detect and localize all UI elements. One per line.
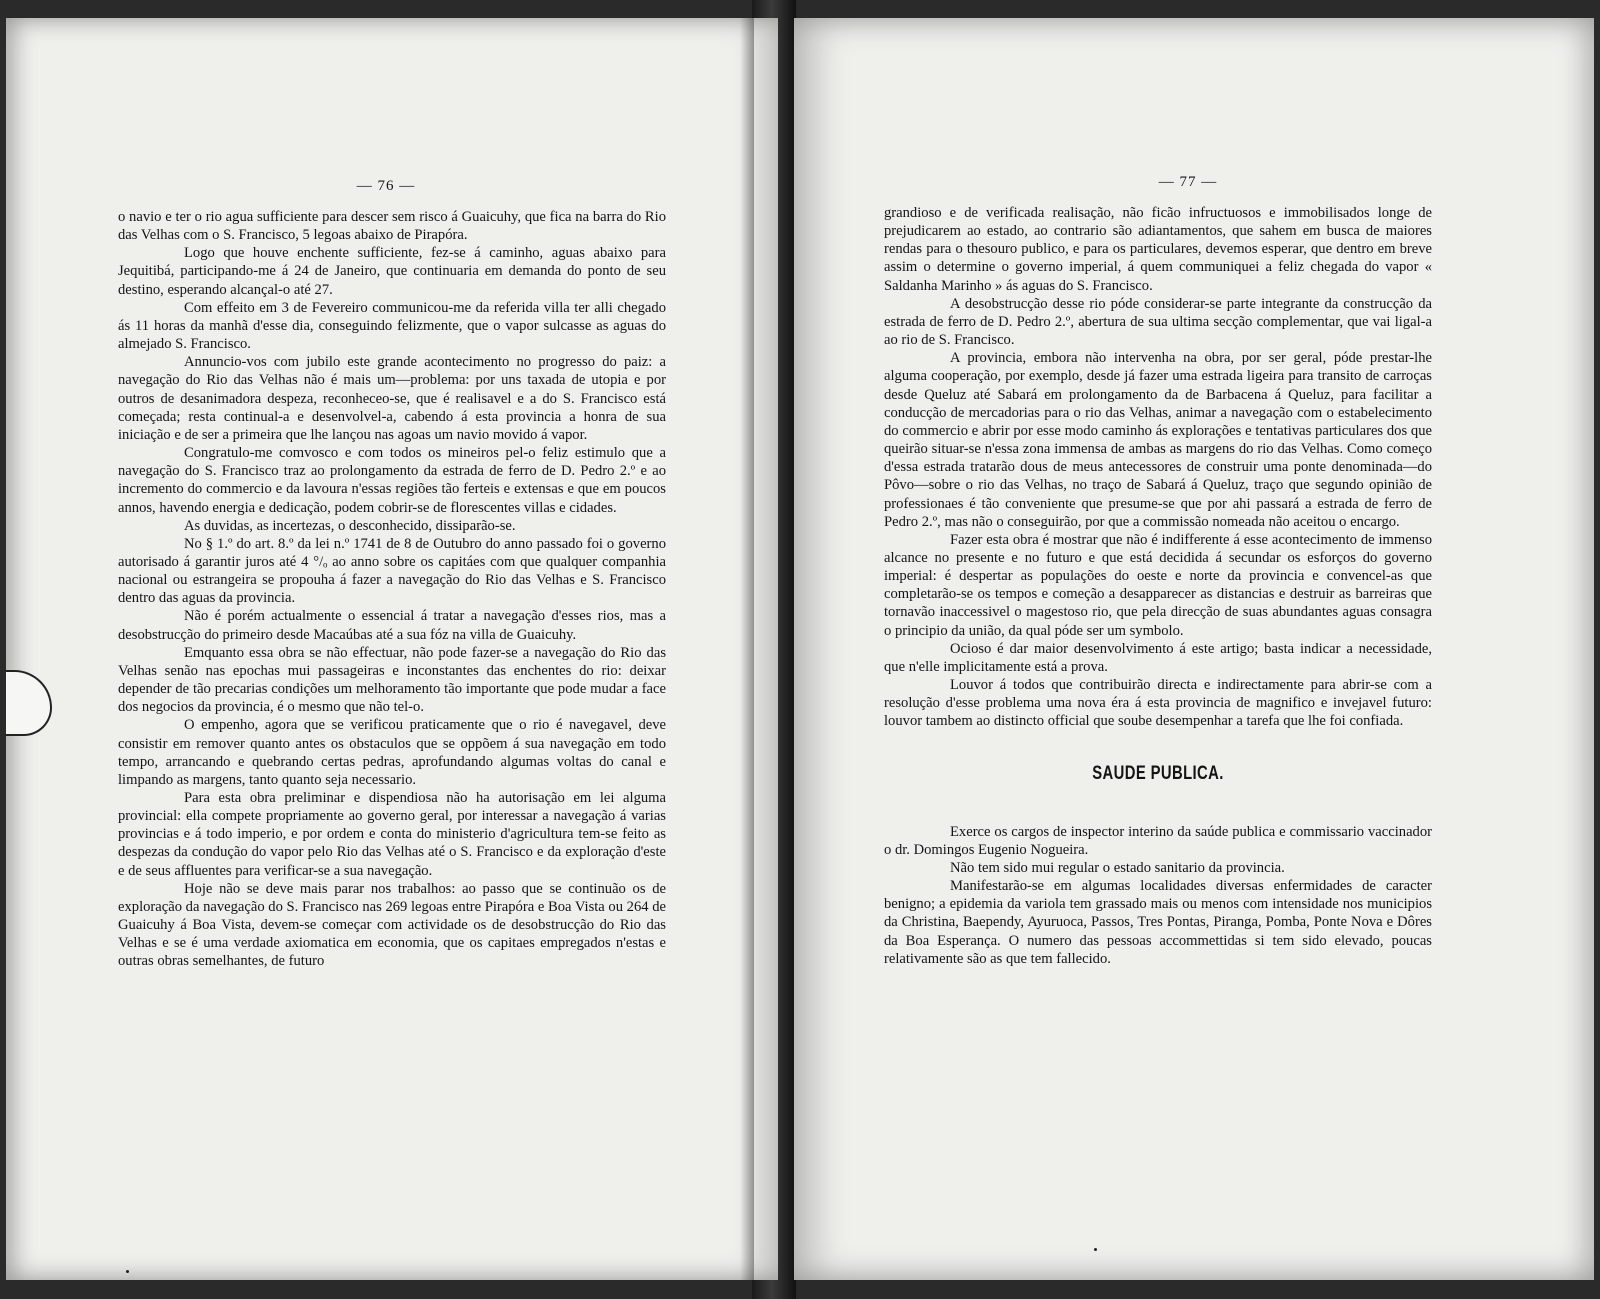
paragraph: Hoje não se deve mais parar nos trabalhos: ao passo que se continuão os de exploração da navegação do S. Francisco nas 269 legoas entre Pirapóra e Boa Vista ou 264 de Guaicuhy á Boa Vista, devem-se começar com actividade os de desobstrucção do Rio das Velhas e se é uma verdade axiomatica em economia, que os capitaes empregados n'estas e outras obras semelhantes, de futuro <box>118 880 666 970</box>
gutter-shadow <box>740 18 754 1280</box>
page-number <box>6 178 778 195</box>
paragraph: As duvidas, as incertezas, o desconhecido, dissiparão-se. <box>184 517 516 534</box>
left-page <box>6 18 778 1280</box>
print-speck <box>1094 1248 1097 1251</box>
right-page-body <box>884 204 1432 968</box>
paragraph: A desobstrucção desse rio póde considerar-se parte integrante da construcção da estrada de ferro de D. Pedro 2.º, abertura de sua ultima secção complementar, que vai ligal-a ao rio de S. Francisco. <box>884 295 1432 349</box>
right-page <box>794 18 1594 1280</box>
paragraph: Ocioso é dar maior desenvolvimento á este artigo; basta indicar a necessidade, que n'elle implicitamente está a prova. <box>884 640 1432 675</box>
print-speck <box>126 1270 129 1273</box>
paragraph: Annuncio-vos com jubilo este grande acontecimento no progresso do paiz: a navegação do Rio das Velhas não é mais um—problema: por uns taxada de utopia e por outros de desanimadora despeza, reconheceo-se, que é realisavel e a do S. Francisco está começada; resta continual-a e desenvolvel-a, cabendo á esta provincia a honra de sua iniciação e de ser a primeira que lhe lançou nas agoas um navio movido á vapor. <box>118 354 666 443</box>
paragraph: Louvor á todos que contribuirão directa e indirectamente para abrir-se com a resolução d'esse problema uma nova éra á esta provincia de magnifico e invejavel futuro: louvor tambem ao distincto official que soube desempenhar a tarefa que lhe foi confiada. <box>884 677 1432 730</box>
paragraph: Congratulo-me comvosco e com todos os mineiros pel-o feliz estimulo que a navegação do S. Francisco traz ao prolongamento da estrada de ferro de D. Pedro 2.º e ao incremento do commercio e da lavoura n'essas regiões tão ferteis e extensas e que em poucos annos, havendo energia e dedicação, podem cobrir-se de florescentes villas e cidades. <box>118 445 666 516</box>
page-clip-mark <box>6 670 52 736</box>
paragraph: Não é porém actualmente o essencial á tratar a navegação d'esses rios, mas a desobstrucção do primeiro desde Macaúbas até a sua fóz na villa de Guaicuhy. <box>118 608 666 643</box>
paragraph: Exerce os cargos de inspector interino da saúde publica e commissario vaccinador o dr. Domingos Eugenio Nogueira. <box>884 823 1432 858</box>
left-page-body <box>118 208 666 971</box>
paragraph: Não tem sido mui regular o estado sanitario da provincia. <box>950 860 1285 876</box>
paragraph: O empenho, agora que se verificou praticamente que o rio é navegavel, deve consistir em remover quanto antes os obstaculos que se oppõem á sua navegação em todo tempo, arrancando e quebrando certas pedras, aprofundando algumas voltas do canal e limpando as margens, tanto quanto seja necessario. <box>118 717 666 788</box>
paragraph: A provincia, embora não intervenha na obra, por ser geral, póde prestar-lhe alguma cooperação, por exemplo, desde já fazer uma estrada ligeira para transito de carroças desde Queluz até Sabará em prolongamento da de Barbacena á Queluz, para facilitar a conducção de mercadorias para o rio das Velhas, animar a navegação com o estabelecimento do commercio e abrir por esse modo caminho ás explorações e tentativas particulares dos que queirão situar-se n'essa zona immensa de ambas as margens do rio das Velhas. Como começo d'essa estrada tratarão dous de meus antecessores de construir uma ponte denominada—do Pôvo—sobre o rio das Velhas, no traço de Sabará á Queluz, traço que segundo opinião de professionaes é tão conveniente que presume-se que por ahi passará a estrada de ferro de Pedro 2.º, mas não o conseguirão, por que a commissão nomeada não aceitou o encargo. <box>884 350 1432 530</box>
paragraph: Com effeito em 3 de Fevereiro communicou-me da referida villa ter alli chegado ás 11 horas da manhã d'esse dia, conseguindo felizmente, que o vapor sulcasse as aguas do almejado S. Francisco. <box>118 299 666 353</box>
page-number-text: — 76 — <box>356 178 416 194</box>
paragraph: grandioso e de verificada realisação, não ficão infructuosos e immobilisados longe de prejudicarem ao estado, ao contrario são adiantamentos, que sahem em busca de maiores rendas para o thesouro publico, e para os particulares, devemos esperar, que dentro em breve assim o determine o governo imperial, á quem communiquei a feliz chegada do vapor « Saldanha Marinho » ás aguas do S. Francisco. <box>884 205 1432 294</box>
paragraph: Para esta obra preliminar e dispendiosa não ha autorisação em lei alguma provincial: ella compete propriamente ao governo geral, por interessar a navegação á varias provincias e á todo imperio, e por ordem e conta do ministerio d'agricultura tem-se feito as despezas da condução do vapor pelo Rio das Velhas até o S. Francisco e da exploração d'este e de seus affluentes para verificar-se a sua navegação. <box>118 790 666 879</box>
page-number-text: — 77 — <box>1158 174 1218 190</box>
paragraph: No § 1.º do art. 8.º da lei n.º 1741 de 8 de Outubro do anno passado foi o governo autorisado á garantir juros até 4 °/ₒ ao anno sobre os capitáes com que qualquer companhia nacional ou estrangeira se propouha á fazer a navegação do Rio das Velhas e S. Francisco dentro das aguas da provincia. <box>118 535 666 607</box>
page-number <box>794 174 1594 191</box>
paragraph: Logo que houve enchente sufficiente, fez-se á caminho, aguas abaixo para Jequitibá, participando-me á 24 de Janeiro, que continuaria em demanda do ponto de seu destino, esperando alcançal-o até 27. <box>118 245 666 298</box>
paragraph: Fazer esta obra é mostrar que não é indifferente á esse acontecimento de immenso alcance no presente e no futuro e que está decidida á secundar os esforços do governo imperial: é despertar as populações do oeste e norte da provincia e convencel-as que completarão-se os tempos e começão a desapparecer as distancias e destruir as barreiras que tornavão inaccessivel o magestoso rio, que pela direcção de suas abundantes aguas consagra o principio da união, da qual póde ser um symbolo. <box>884 531 1432 639</box>
paragraph: Manifestarão-se em algumas localidades diversas enfermidades de caracter benigno; a epidemia da variola tem grassado mais ou menos com intensidade nos municipios da Christina, Baependy, Ayuruoca, Passos, Tres Pontas, Piranga, Pomba, Ponte Nova e Dôres da Boa Esperança. O numero das pessoas accommettidas si tem sido elevado, poucas relativamente são as que tem fallecido. <box>884 878 1432 967</box>
paragraph: o navio e ter o rio agua sufficiente para descer sem risco á Guaicuhy, que fica na barra do Rio das Velhas com o S. Francisco, 5 legoas abaixo de Pirapóra. <box>118 209 666 244</box>
paragraph: Emquanto essa obra se não effectuar, não pode fazer-se a navegação do Rio das Velhas senão nas epochas mui passageiras e inconstantes das enchentes do rio: deixar depender de tão precarias condições um melhoramento tão importante que pode mudar a face dos negocios da provincia, é o mesmo que não tel-o. <box>118 644 666 716</box>
section-heading: SAUDE PUBLICA. <box>1092 762 1224 784</box>
